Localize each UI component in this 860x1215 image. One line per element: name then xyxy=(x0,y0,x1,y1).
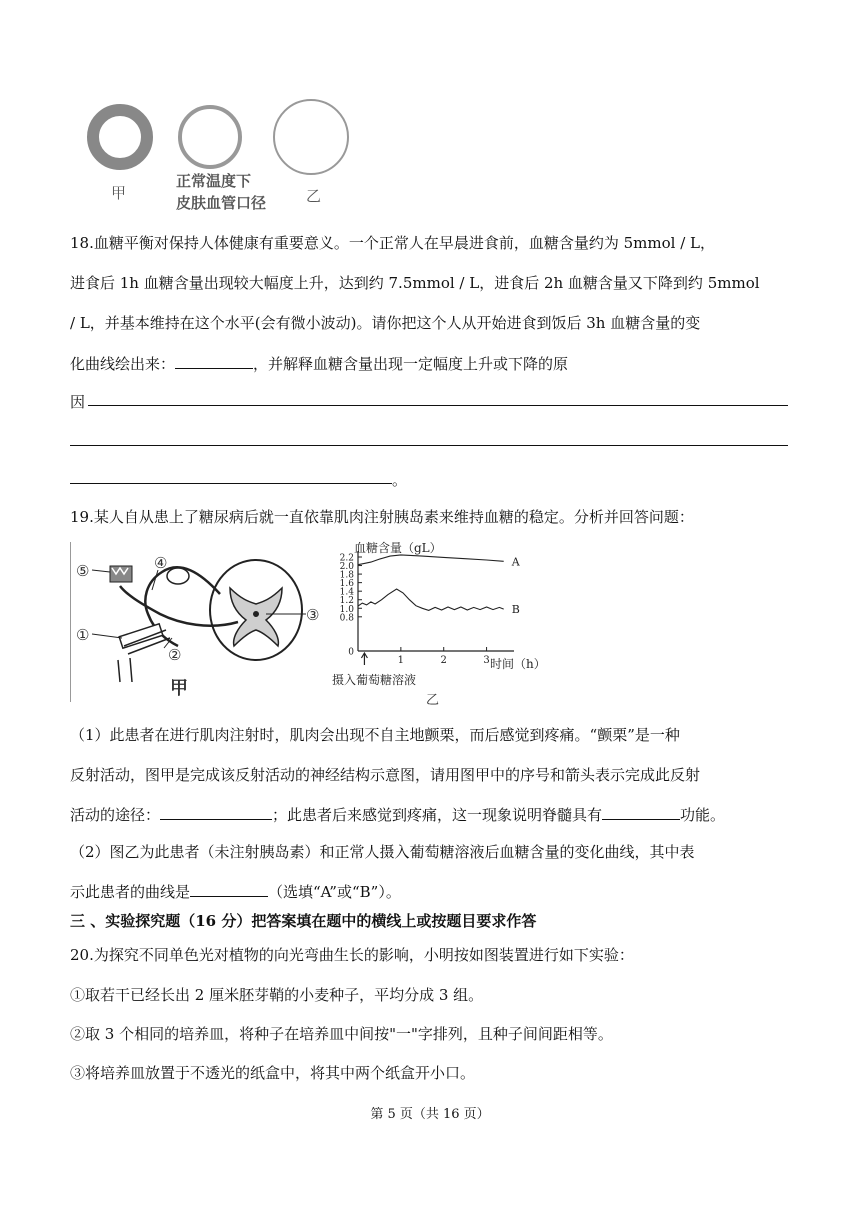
series-label-b: B xyxy=(511,603,520,617)
q18-line-4-a: 化曲线绘出来： xyxy=(70,355,176,373)
q18-line-4-b: ，并解释血糖含量出现一定幅度上升或下降的原 xyxy=(253,355,569,373)
q19-p1-line-1: （1）此患者在进行肌肉注射时，肌肉会出现不自主地颤栗，而后感觉到疼痛。“颤栗”是一种 xyxy=(70,726,680,744)
q19-p1-line-3-a: 活动的途径： xyxy=(70,806,161,824)
series-line-a xyxy=(358,555,504,565)
chart-y-tick-label: 0.8 xyxy=(339,613,354,624)
q19-stem: 19.某人自从患上了糖尿病后就一直依靠肌肉注射胰岛素来维持血糖的稳定。分析并回答问题： xyxy=(70,508,694,526)
chart-y-tick-label: 2.0 xyxy=(339,562,354,573)
q19-p2-line-2 xyxy=(70,881,790,902)
marker-2: ② xyxy=(168,646,182,664)
chart-xlabel: 时间（h） xyxy=(490,657,546,671)
q18-answer-line-3[interactable] xyxy=(70,483,392,484)
q18-line-2: 进食后 1h 血糖含量出现较大幅度上升，达到约 7.5mmol / L，进食后 2h 血糖含量又下降到约 5mmol xyxy=(70,274,760,292)
chart-y-tick-label: 0 xyxy=(348,647,354,658)
chart-y-tick-label: 1.6 xyxy=(339,579,354,590)
vessel-yi-ring xyxy=(274,100,348,174)
q20-step-2: ②取 3 个相同的培养皿，将种子在培养皿中间按"一"字排列，且种子间间距相等。 xyxy=(70,1025,613,1043)
marker-4: ④ xyxy=(154,554,168,572)
marker-1: ① xyxy=(76,626,90,644)
chart-y-tick-label: 1.2 xyxy=(339,596,354,607)
blood-sugar-chart xyxy=(330,538,560,710)
vessel-jia-ring xyxy=(93,110,147,164)
q20-line-1: 20.为探究不同单色光对植物的向光弯曲生长的影响，小明按如图装置进行如下实验： xyxy=(70,946,634,964)
chart-x-tick-label: 2 xyxy=(440,655,447,666)
q19-p1-line-3-b: ；此患者后来感觉到疼痛，这一现象说明脊髓具有 xyxy=(272,806,603,824)
q18-line-4 xyxy=(70,353,790,374)
central-canal xyxy=(253,611,259,617)
q19-p1-line-3 xyxy=(70,804,790,825)
chart-y-tick-label: 1.0 xyxy=(339,604,354,615)
chart-y-tick-label: 2.2 xyxy=(339,553,354,564)
vessel-label-yi: 乙 xyxy=(306,187,322,205)
q18-line-7-end: 。 xyxy=(392,471,408,489)
chart-y-tick-label: 1.4 xyxy=(339,587,354,598)
page-footer: 第 5 页（共 16 页） xyxy=(370,1107,490,1122)
chart-axes xyxy=(340,551,514,666)
series-label-a: A xyxy=(511,555,520,569)
q18-answer-line-1[interactable] xyxy=(88,405,788,406)
q19-pathway-blank[interactable] xyxy=(160,804,272,820)
reflex-arc-figure xyxy=(70,542,332,704)
marker-3: ③ xyxy=(306,606,320,624)
series-line-b xyxy=(358,589,504,610)
q18-line-3: / L，并基本维持在这个水平(会有微小波动)。请你把这个人从开始进食到饭后 3h 血糖含量的变 xyxy=(70,314,701,332)
q18-line-1: 18.血糖平衡对保持人体健康有重要意义。一个正常人在早晨进食前，血糖含量约为 5mmol / L， xyxy=(70,234,715,252)
vessel-normal-ring xyxy=(180,107,240,167)
effector-muscle xyxy=(118,624,170,682)
section-3-heading-b: 把答案填在题中的横线上或按题目要求作答 xyxy=(251,912,537,930)
chart-figure-label: 乙 xyxy=(426,693,440,708)
section-3-heading-a: 三 、实验探究题（16 分） xyxy=(70,912,252,930)
ganglion xyxy=(167,568,189,584)
q20-step-3: ③将培养皿放置于不透光的纸盒中，将其中两个纸盒开小口。 xyxy=(70,1064,476,1082)
chart-y-tick-label: 1.8 xyxy=(339,570,354,581)
q19-p1-line-2: 反射活动，图甲是完成该反射活动的神经结构示意图，请用图甲中的序号和箭头表示完成此反射 xyxy=(70,766,701,784)
vessel-label-normal-1: 正常温度下 xyxy=(176,172,252,190)
marker-5: ⑤ xyxy=(76,562,90,580)
q19-p2-line-1: （2）图乙为此患者（未注射胰岛素）和正常人摄入葡萄糖溶液后血糖含量的变化曲线，其中表 xyxy=(70,843,695,861)
figure-jia-label: 甲 xyxy=(170,678,188,699)
vessel-label-jia: 甲 xyxy=(111,184,127,202)
q19-p2-line-2-a: 示此患者的曲线是 xyxy=(70,883,191,901)
chart-ylabel: 血糖含量（gL） xyxy=(354,541,442,555)
q18-curve-blank[interactable] xyxy=(175,353,253,369)
chart-annotation: 摄入葡萄糖溶液 xyxy=(332,673,417,687)
q19-p2-line-2-b: （选填“A”或“B”）。 xyxy=(268,883,401,901)
q18-answer-line-2[interactable] xyxy=(70,445,788,446)
q20-step-1: ①取若干已经长出 2 厘米胚芽鞘的小麦种子，平均分成 3 组。 xyxy=(70,986,484,1004)
q18-line-5-label: 因 xyxy=(70,393,86,411)
vessel-label-normal-2: 皮肤血管口径 xyxy=(176,194,267,212)
chart-x-tick-label: 1 xyxy=(397,655,405,666)
q19-p1-line-3-c: 功能。 xyxy=(680,806,726,824)
q19-curve-choice-blank[interactable] xyxy=(190,881,268,897)
chart-x-tick-label: 3 xyxy=(483,655,490,666)
q19-function-blank[interactable] xyxy=(602,804,680,820)
reflex-figure-frame-left xyxy=(70,542,71,702)
receptor-skin xyxy=(110,566,132,582)
section-3-heading xyxy=(70,911,790,931)
